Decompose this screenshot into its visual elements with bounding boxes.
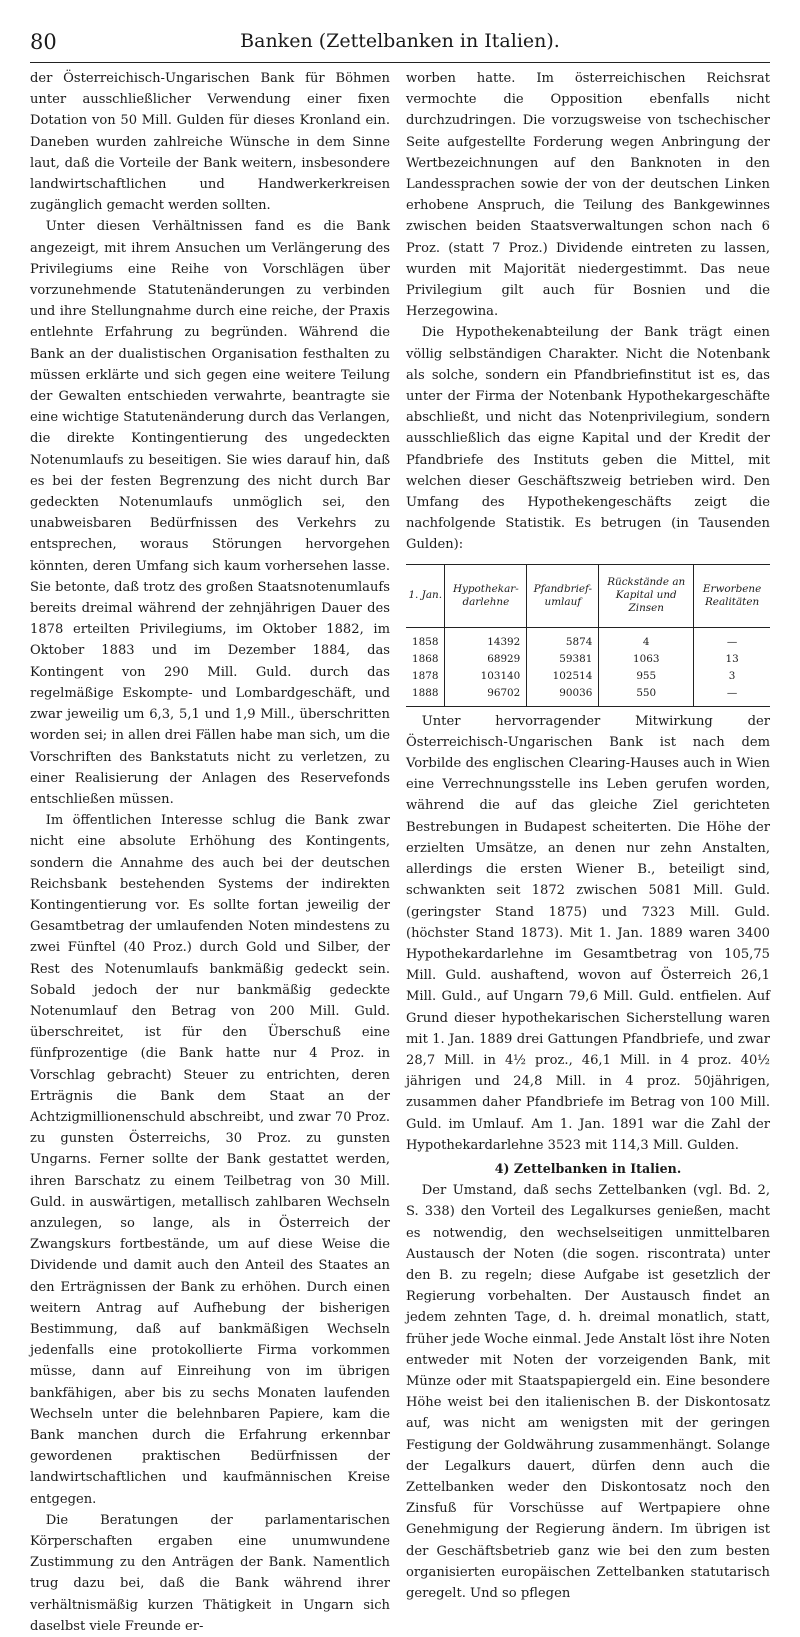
page-number: 80 xyxy=(30,30,57,54)
header-rule xyxy=(30,62,770,63)
table-cell: 1878 xyxy=(412,669,439,682)
right-column xyxy=(406,68,770,1604)
column-header: Hypothekar-darlehne xyxy=(445,564,527,627)
column-header: Pfandbrief-umlauf xyxy=(527,564,599,627)
paragraph: Der Umstand, daß sechs Zettelbanken (vgl. Bd. 2, S. 338) den Vorteil des Legalkurses genießen, macht es notwendig, den wechselseitigen unmittelbaren Austausch der Noten (die sogen. riscontrata) unter den B. zu regeln; diese Aufgabe ist gesetzlich der Regierung vorbehalten. Der Austausch findet an jedem zehnten Tage, d. h. dreimal monatlich, statt, früher jede Woche einmal. Jede Anstalt löst ihre Noten entweder mit Noten der vorzeigenden Bank, mit Münze oder mit Staatspapiergeld ein. Eine besondere Höhe weist bei den italienischen B. der Diskontosatz auf, was nicht am wenigsten mit der geringen Festigung der Goldwährung zusammenhängt. Solange der Legalkurs dauert, dürfen denn auch die Zettelbanken weder den Diskontosatz noch den Zinsfuß für Vorschüsse auf Wertpapiere ohne Genehmigung der Regierung ändern. Im übrigen ist der Geschäftsbetrieb ganz wie bei den zum besten organisierten europäischen Zettelbanken statutarisch geregelt. Und so pflegen xyxy=(406,1183,770,1601)
table-cell: 59381 xyxy=(527,651,599,668)
table-row xyxy=(406,685,770,707)
paragraph: worben hatte. Im österreichischen Reichsrat vermochte die Opposition ebenfalls nicht durchzudringen. Die vorzugsweise von tschechischer Seite aufgestellte Forderung wegen Anbringung der Wertbezeichnungen auf den Banknoten in den Landessprachen sowie der von der deutschen Linken erhobene Anspruch, die Teilung des Bankgewinnes zwischen beiden Staatsverwaltungen schon nach 6 Proz. (statt 7 Proz.) Dividende eintreten zu lassen, wurden mit Majorität niedergestimmt. Das neue Privilegium gilt auch für Bosnien und die Herzegowina. xyxy=(406,71,770,320)
table-cell: 955 xyxy=(599,668,694,685)
table-cell: 1888 xyxy=(406,685,445,707)
table-cell: 96702 xyxy=(445,685,527,707)
table-cell: 14392 xyxy=(445,627,527,651)
table-cell: 1868 xyxy=(412,652,439,665)
table-row xyxy=(406,627,770,651)
table-row xyxy=(406,668,770,685)
left-column xyxy=(30,68,390,1637)
mortgage-statistics-table xyxy=(406,564,770,707)
table-cell: 1858 xyxy=(412,635,439,648)
paragraph: Die Hypothekenabteilung der Bank trägt einen völlig selbständigen Charakter. Nicht die Notenbank als solche, sondern ein Pfandbriefinstitut ist es, das unter der Firma der Notenbank Hypothekargeschäfte abschließt, und nicht das Notenprivilegium, sondern ausschließlich das eigne Kapital und der Kredit der Pfandbriefe des Instituts geben die Mittel, mit welchen dieser Geschäftszweig betrieben wird. Den Umfang des Hypothekengeschäfts zeigt die nachfolgende Statistik. Es betrugen (in Tausenden Gulden): xyxy=(406,325,770,553)
column-header: Erworbene Realitäten xyxy=(694,564,770,627)
table-cell: 13 xyxy=(694,651,770,668)
paragraph: Unter diesen Verhältnissen fand es die Bank angezeigt, mit ihrem Ansuchen um Verlängerung des Privilegiums eine Reihe von Vorschlägen über vorzunehmende Statutenänderungen zu verbinden und ihre Stellungnahme durch eine reiche, der Praxis entlehnte Erfahrung zu begründen. Während die Bank an der dualistischen Organisation festhalten zu müssen erklärte und sich gegen eine weitere Teilung der Gewalten entschieden verwahrte, beantragte sie eine wichtige Statutenänderung durch das Verlangen, die direkte Kontingentierung des ungedeckten Notenumlaufs zu beseitigen. Sie wies darauf hin, daß es bei der festen Begrenzung des nicht durch Bar gedeckten Notenumlaufs unmöglich sei, den unabweisbaren Bedürfnissen des Verkehrs zu entsprechen, woraus Störungen hervorgehen könnten, deren Umfang sich kaum vorhersehen lasse. Sie betonte, daß trotz des großen Staatsnotenumlaufs bereits dreimal während der zehnjährigen Dauer des 1878 erteilten Privilegiums, im Oktober 1882, im Oktober 1883 und im Dezember 1884, das Kontingent von 290 Mill. Guld. durch das regelmäßige Eskompte- und Lombardgeschäft, und zwar jeweilig um 6,3, 5,1 und 1,9 Mill., überschritten worden sei; in allen drei Fällen habe man sich, um die Vorschriften des Bankstatuts nicht zu verletzen, zu einer Realisierung der Anlagen des Reservefonds entschließen müssen. xyxy=(30,219,390,807)
running-head: Banken (Zettelbanken in Italien). xyxy=(240,30,560,52)
paragraph: Die Beratungen der parlamentarischen Körperschaften ergaben eine unumwundene Zustimmung zu den Anträgen der Bank. Namentlich trug dazu bei, daß die Bank während ihrer verhältnismäßig kurzen Thätigkeit in Ungarn sich daselbst viele Freunde er- xyxy=(30,1512,390,1634)
page-header xyxy=(30,30,770,60)
column-header: Rückstände an Kapital und Zinsen xyxy=(599,564,694,627)
table-cell: 550 xyxy=(599,685,694,707)
table-cell: 102514 xyxy=(527,668,599,685)
paragraph: Unter hervorragender Mitwirkung der Österreichisch-Ungarischen Bank ist nach dem Vorbilde des englischen Clearing-Hauses auch in Wien eine Verrechnungsstelle ins Leben gerufen worden, während die auf das gleiche Ziel gerichteten Bestrebungen in Budapest scheiterten. Die Höhe der erzielten Umsätze, an denen nur zehn Anstalten, allerdings die ersten Wiener B., beteiligt sind, schwankten seit 1872 zwischen 5081 Mill. Guld. (geringster Stand 1875) und 7323 Mill. Guld. (höchster Stand 1873). Mit 1. Jan. 1889 waren 3400 Hypothekardarlehne im Gesamtbetrag von 105,75 Mill. Guld. aushaftend, wovon auf Österreich 26,1 Mill. Guld., auf Ungarn 79,6 Mill. Guld. entfielen. Auf Grund dieser hypothekarischen Sicherstellung waren mit 1. Jan. 1889 drei Gattungen Pfandbriefe, und zwar 28,7 Mill. in 4½ proz., 46,1 Mill. in 4 proz. 40½ jährigen und 24,8 Mill. in 4 proz. 50jährigen, zusammen daher Pfandbriefe im Betrag von 100 Mill. Guld. im Umlauf. Am 1. Jan. 1891 war die Zahl der Hypothekardarlehne 3523 mit 114,3 Mill. Gulden. xyxy=(406,713,770,1153)
table-cell: 90036 xyxy=(527,685,599,707)
table-cell: 1063 xyxy=(599,651,694,668)
table-cell: 103140 xyxy=(445,668,527,685)
table-row xyxy=(406,651,770,668)
table-cell: — xyxy=(694,685,770,707)
paragraph: der Österreichisch-Ungarischen Bank für Böhmen unter ausschließlicher Verwendung einer fixen Dotation von 50 Mill. Gulden für dieses Kronland ein. Daneben wurden zahlreiche Wünsche in dem Sinne laut, daß die Vorteile der Bank weitern, insbesondere landwirtschaftlichen und Handwerkerkreisen zugänglich gemacht werden sollten. xyxy=(30,71,390,214)
table-cell: 5874 xyxy=(527,627,599,651)
table-cell: 68929 xyxy=(445,651,527,668)
table-cell: 4 xyxy=(599,627,694,651)
section-heading: 4) Zettelbanken in Italien. xyxy=(494,1160,682,1176)
table-cell: — xyxy=(694,627,770,651)
table-header-row xyxy=(406,564,770,627)
table-cell: 3 xyxy=(694,668,770,685)
paragraph: Im öffentlichen Interesse schlug die Bank zwar nicht eine absolute Erhöhung des Kontingents, sondern die Annahme des auch bei der deutschen Reichsbank bestehenden Systems der indirekten Kontingentierung vor. Es sollte fortan jeweilig der Gesamtbetrag der umlaufenden Noten mindestens zu zwei Fünftel (40 Proz.) durch Gold und Silber, der Rest des Notenumlaufs bankmäßig gedeckt sein. Sobald jedoch der nur bankmäßig gedeckte Notenumlauf den Betrag von 200 Mill. Guld. überschreitet, ist für den Überschuß eine fünfprozentige (die Bank hatte nur 4 Proz. in Vorschlag gebracht) Steuer zu entrichten, deren Erträgnis die Bank dem Staat an der Achtzigmillionenschuld abschreibt, und zwar 70 Proz. zu gunsten Österreichs, 30 Proz. zu gunsten Ungarns. Ferner sollte der Bank gestattet werden, ihren Barschatz zu einem Teilbetrag von 30 Mill. Guld. in auswärtigen, metallisch zahlbaren Wechseln anzulegen, so lange, als in Österreich der Zwangskurs fortbestände, um auf diese Weise die Dividende und damit auch den Anteil des Staates an den Erträgnissen der Bank zu erhöhen. Durch einen weitern Antrag auf Aufhebung der bisherigen Bestimmung, daß auf bankmäßigen Wechseln jedenfalls eine protokollierte Firma vorkommen müsse, dann auf Einreihung von im übrigen bankfähigen, aber bis zu sechs Monaten laufenden Wechseln unter die belehnbaren Papiere, kam die Bank manchen durch die Erfahrung erkennbar gewordenen praktischen Bedürfnissen der landwirtschaftlichen und kaufmännischen Kreise entgegen. xyxy=(30,813,390,1507)
column-header: 1. Jan. xyxy=(406,564,445,627)
